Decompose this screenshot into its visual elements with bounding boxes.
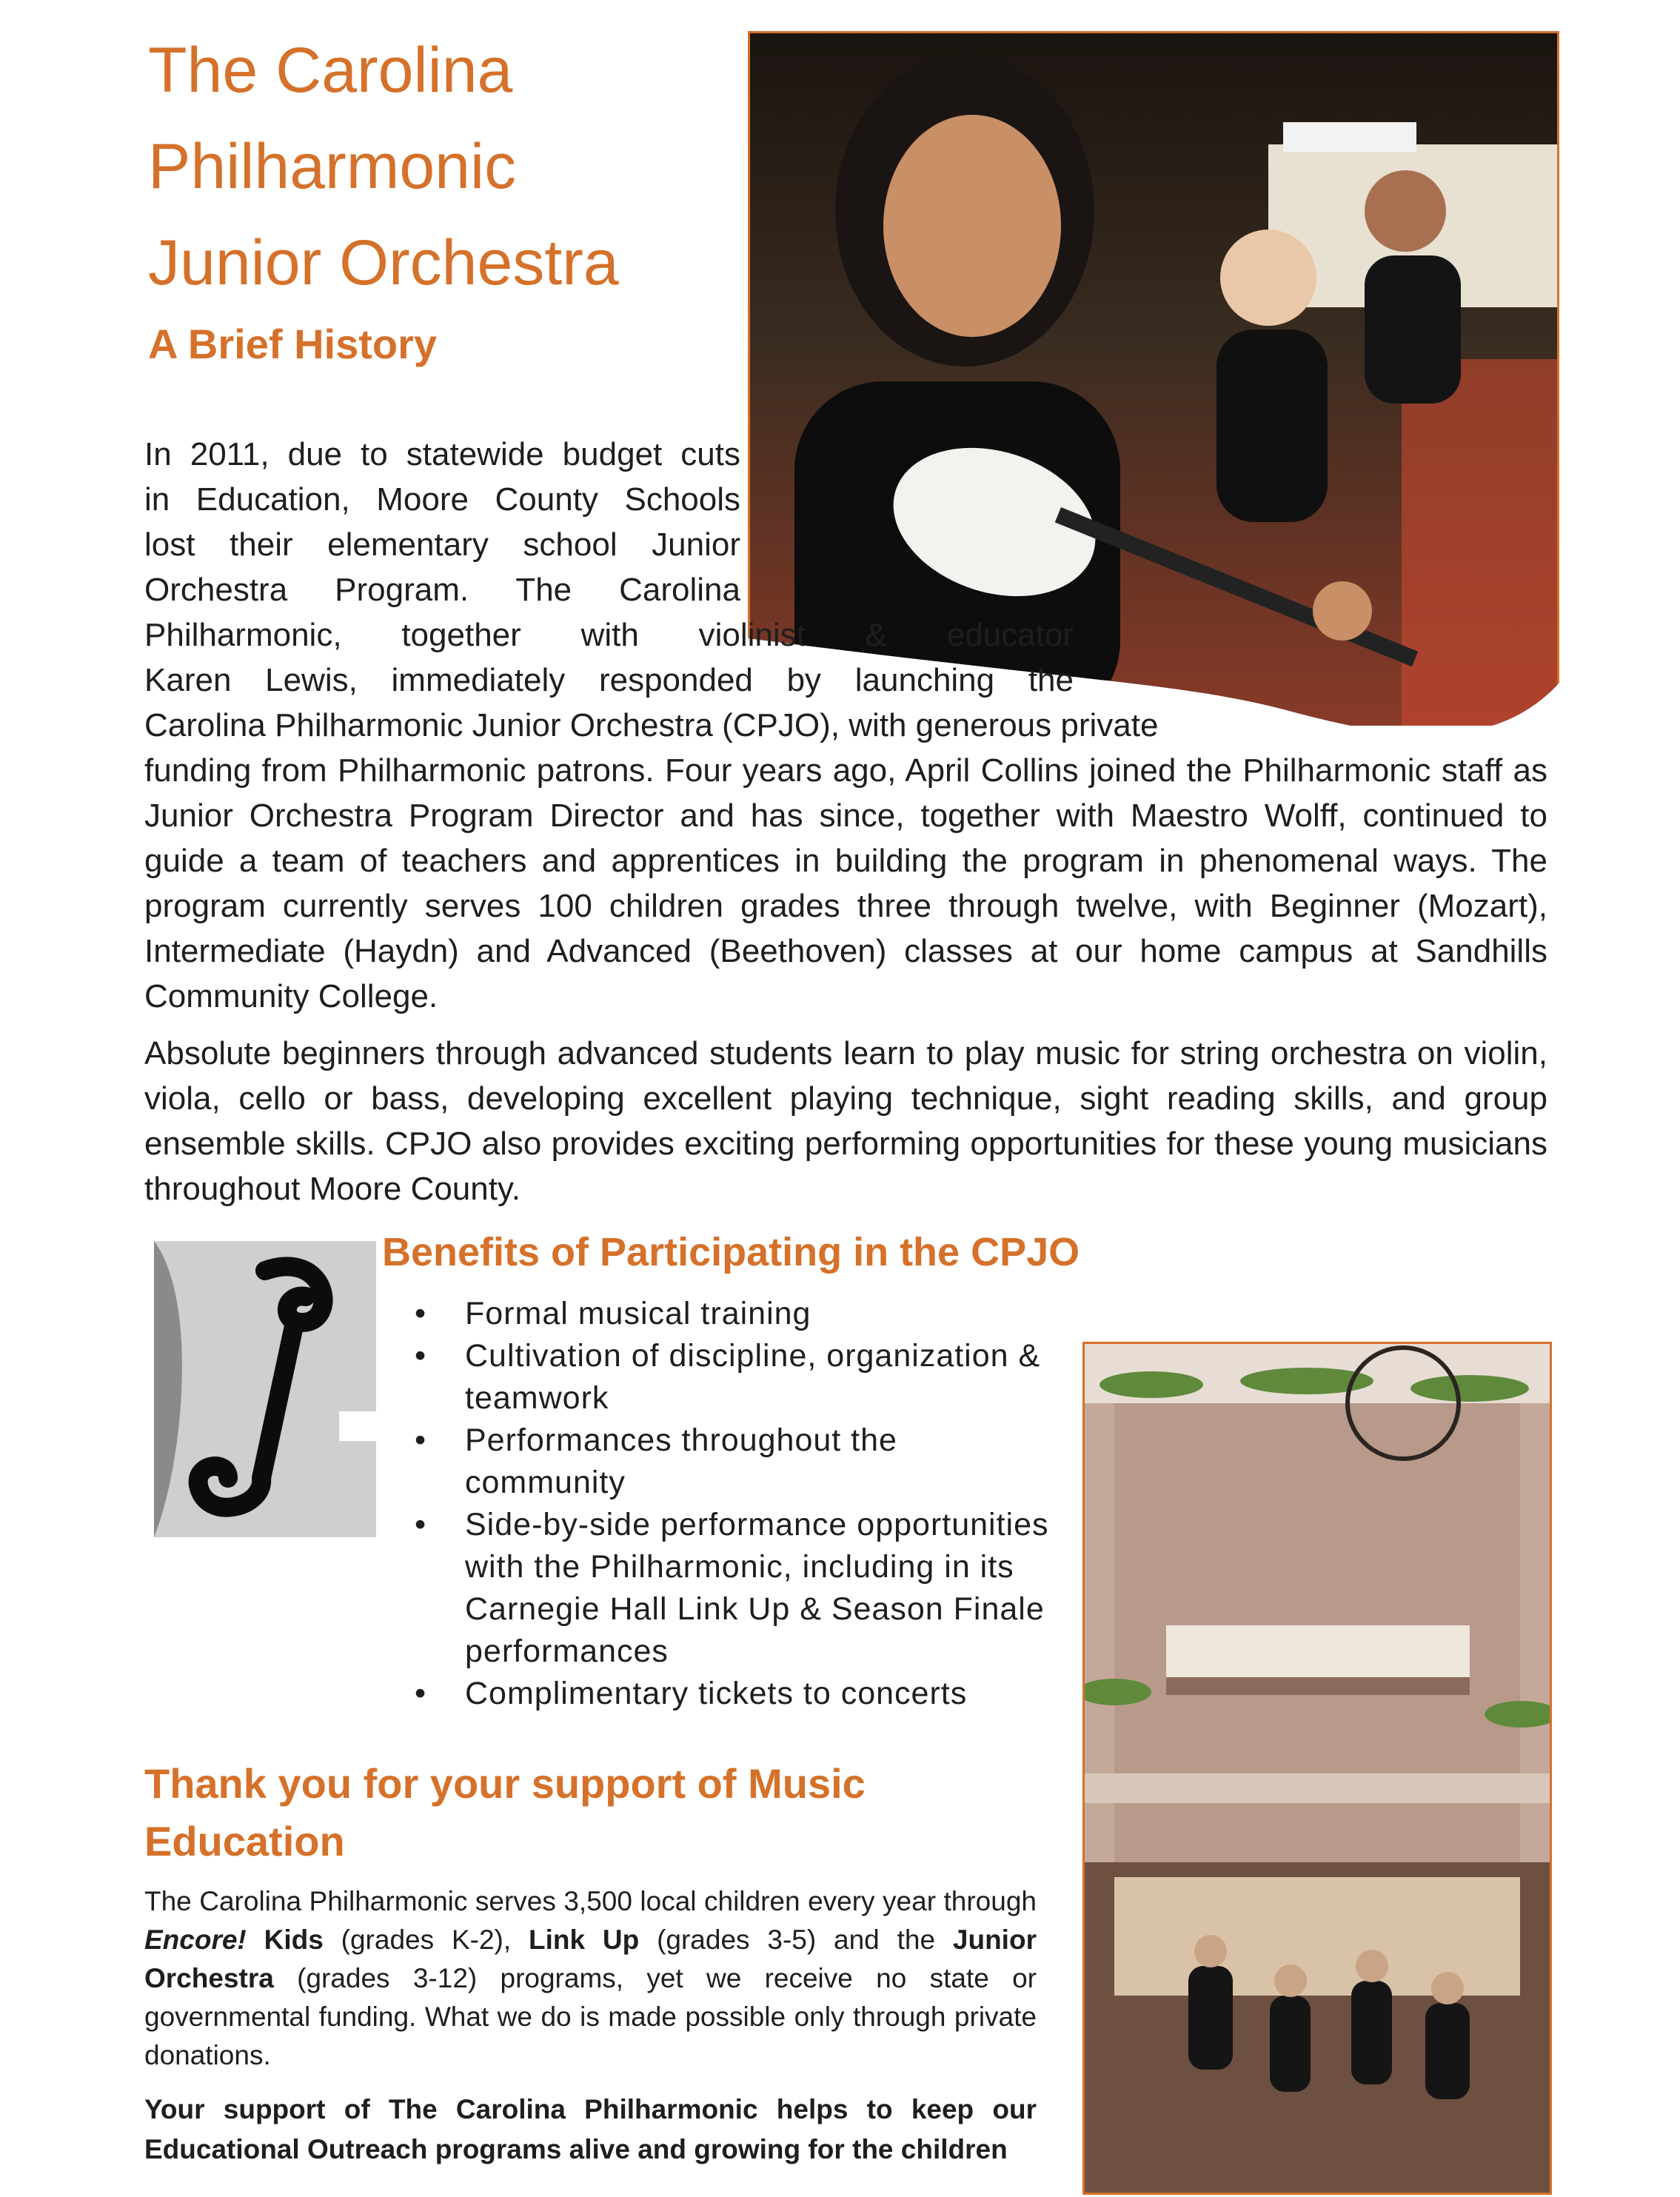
history-line: lost their elementary school Junior bbox=[144, 526, 740, 563]
title-line-2: Philharmonic bbox=[148, 131, 517, 202]
thanks-text: The Carolina Philharmonic serves 3,500 local children every year through bbox=[144, 1886, 1037, 1916]
atrium-illustration bbox=[1085, 1344, 1550, 2193]
thanks-text: (grades 3-5) and the bbox=[639, 1925, 953, 1955]
thanks-text: (grades K-2), bbox=[323, 1925, 529, 1955]
benefits-list bbox=[415, 1293, 1066, 1715]
benefit-item: • Performances throughout the community bbox=[415, 1419, 1066, 1504]
atrium-performance-photo bbox=[1082, 1342, 1552, 2195]
junior-orchestra-label: Junior Orchestra bbox=[144, 1925, 1037, 1993]
benefit-item: • Cultivation of discipline, organization & teamwork bbox=[415, 1335, 1066, 1419]
linkup-label: Link Up bbox=[528, 1925, 640, 1955]
history-line: Carolina Philharmonic Junior Orchestra (CPJO), with generous private bbox=[144, 707, 1159, 743]
kids-label: Kids bbox=[246, 1925, 324, 1955]
f-hole-photo bbox=[154, 1241, 376, 1537]
history-line: Karen Lewis, immediately responded by launching the bbox=[144, 662, 1074, 698]
benefit-item: • Formal musical training bbox=[415, 1293, 1066, 1335]
benefits-heading: Benefits of Participating in the CPJO bbox=[382, 1230, 1080, 1274]
history-line: In 2011, due to statewide budget cuts bbox=[144, 436, 740, 472]
learning-paragraph: Absolute beginners through advanced students learn to play music for string orchestra on violin, viola, cello or bass, developing excellent playing technique, sight reading skills, and group ensemble skills. CPJO also provides exciting performing opportunities for these young musicians throughout Moore County. bbox=[144, 1035, 1547, 1207]
thanks-text: (grades 3-12) programs, yet we receive no state or governmental funding. What we do is made possible only through private donations. bbox=[144, 1963, 1037, 2070]
history-rest: funding from Philharmonic patrons. Four years ago, April Collins joined the Philharmonic staff as Junior Orchestra Program Director and has since, together with Maestro Wolff, continued to guide a team of teachers and apprentices in building the program in phenomenal ways. The program currently serves 100 children grades three through twelve, with Beginner (Mozart), Intermediate (Haydn) and Advanced (Beethoven) classes at our home campus at Sandhills Community College. bbox=[144, 752, 1547, 1014]
benefit-item: • Complimentary tickets to concerts bbox=[415, 1673, 1066, 1715]
section-subtitle: A Brief History bbox=[148, 321, 438, 367]
f-hole-illustration bbox=[154, 1241, 376, 1537]
history-line: Orchestra Program. The Carolina bbox=[144, 572, 740, 608]
page-title bbox=[148, 22, 755, 311]
history-paragraph bbox=[144, 432, 1547, 1019]
title-line-1: The Carolina bbox=[148, 35, 513, 106]
support-statement: Your support of The Carolina Philharmonic helps to keep our Educational Outreach programs alive and growing for the children bbox=[144, 2094, 1037, 2164]
benefit-item: • Side-by-side performance opportunities with the Philharmonic, including in its Carnegie Hall Link Up & Season Finale performances bbox=[415, 1504, 1066, 1673]
title-line-3: Junior Orchestra bbox=[148, 227, 619, 298]
thanks-paragraph bbox=[144, 1882, 1037, 2075]
history-line: Philharmonic, together with violinist & educator bbox=[144, 617, 1074, 653]
thanks-heading: Thank you for your support of Music Education bbox=[144, 1760, 866, 1865]
history-line: in Education, Moore County Schools bbox=[144, 481, 740, 518]
encore-label: Encore! bbox=[144, 1925, 247, 1955]
